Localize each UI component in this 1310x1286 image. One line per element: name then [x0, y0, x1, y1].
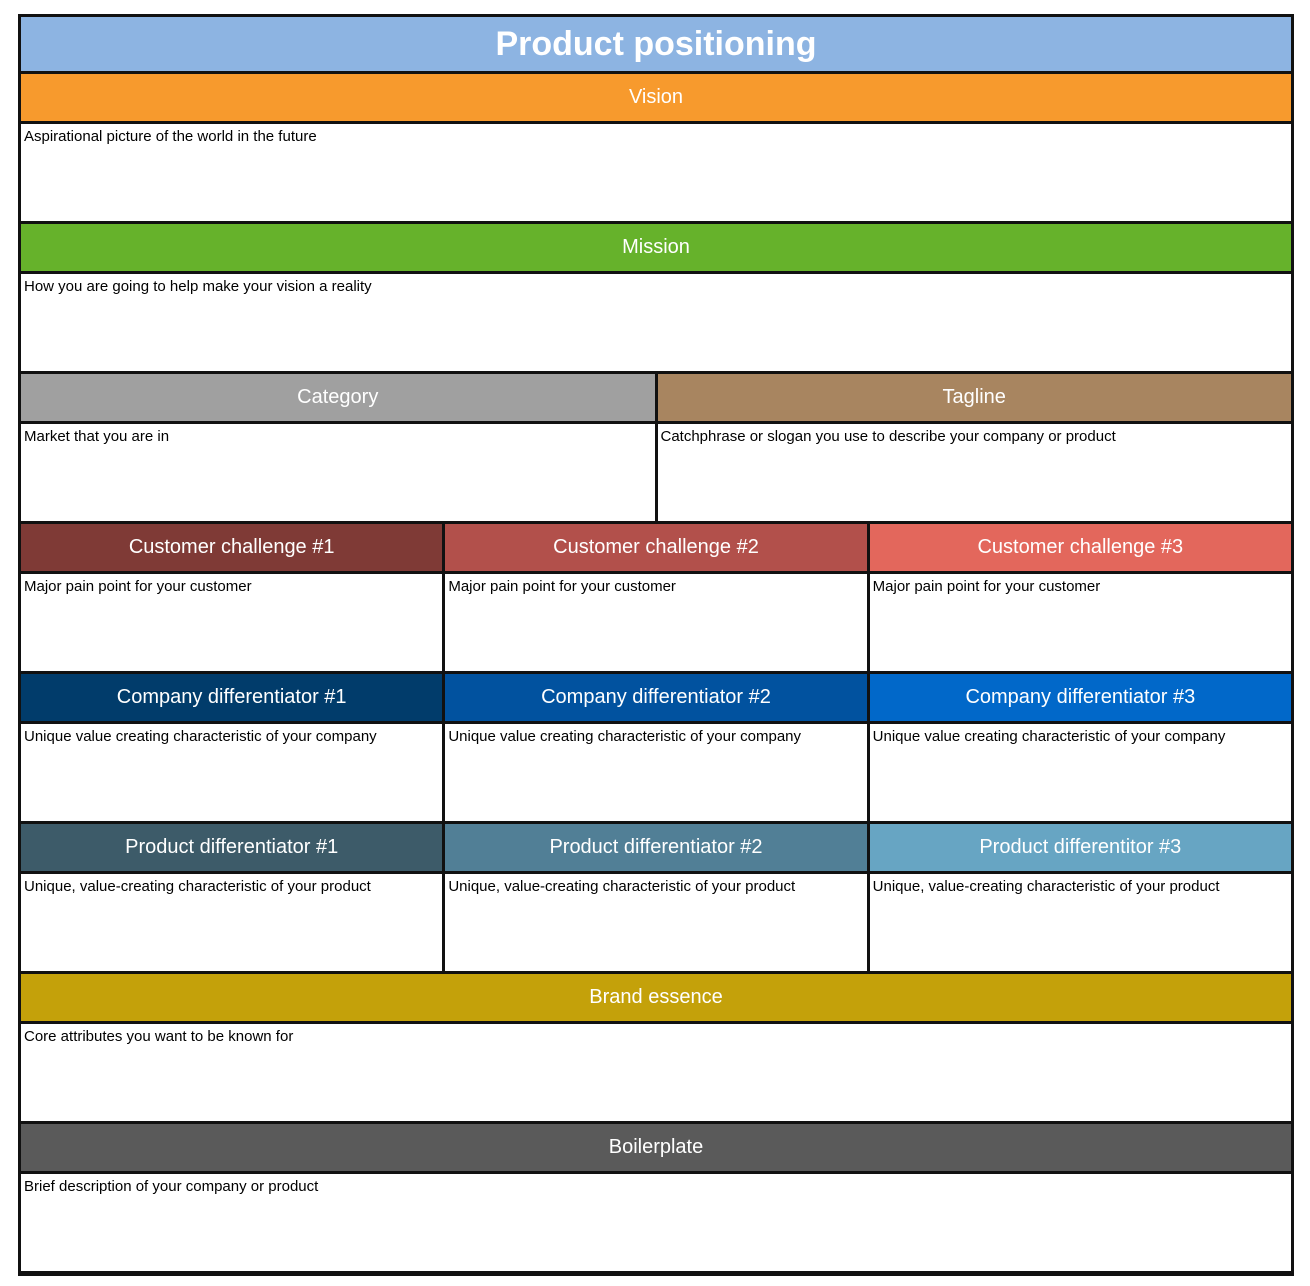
customer-challenge-1-field[interactable]: Major pain point for your customer — [21, 574, 442, 671]
brand-essence-field[interactable]: Core attributes you want to be known for — [21, 1024, 1291, 1121]
mission-field[interactable]: How you are going to help make your vision a reality — [21, 274, 1291, 371]
company-differentiator-3-field[interactable]: Unique value creating characteristic of your company — [870, 724, 1291, 821]
company-differentiator-1-field[interactable]: Unique value creating characteristic of your company — [21, 724, 442, 821]
page-title: Product positioning — [21, 17, 1291, 71]
positioning-template — [18, 14, 1294, 1276]
boilerplate-field[interactable]: Brief description of your company or product — [21, 1174, 1291, 1271]
product-differentiator-1-field[interactable]: Unique, value-creating characteristic of your product — [21, 874, 442, 971]
customer-challenge-3-header: Customer challenge #3 — [870, 524, 1291, 571]
product-differentiator-3-field[interactable]: Unique, value-creating characteristic of your product — [870, 874, 1291, 971]
vision-header: Vision — [21, 74, 1291, 121]
company-differentiator-3-header: Company differentiator #3 — [870, 674, 1291, 721]
mission-header: Mission — [21, 224, 1291, 271]
category-field[interactable]: Market that you are in — [21, 424, 655, 521]
company-differentiator-1-header: Company differentiator #1 — [21, 674, 442, 721]
customer-challenge-2-field[interactable]: Major pain point for your customer — [445, 574, 866, 671]
customer-challenge-1-header: Customer challenge #1 — [21, 524, 442, 571]
customer-challenge-2-header: Customer challenge #2 — [445, 524, 866, 571]
company-differentiator-2-field[interactable]: Unique value creating characteristic of your company — [445, 724, 866, 821]
tagline-field[interactable]: Catchphrase or slogan you use to describe your company or product — [658, 424, 1292, 521]
vision-field[interactable]: Aspirational picture of the world in the future — [21, 124, 1291, 221]
product-differentiator-3-header: Product differentitor #3 — [870, 824, 1291, 871]
product-differentiator-1-header: Product differentiator #1 — [21, 824, 442, 871]
boilerplate-header: Boilerplate — [21, 1124, 1291, 1171]
brand-essence-header: Brand essence — [21, 974, 1291, 1021]
product-differentiator-2-field[interactable]: Unique, value-creating characteristic of your product — [445, 874, 866, 971]
tagline-header: Tagline — [658, 374, 1292, 421]
company-differentiator-2-header: Company differentiator #2 — [445, 674, 866, 721]
product-differentiator-2-header: Product differentiator #2 — [445, 824, 866, 871]
customer-challenge-3-field[interactable]: Major pain point for your customer — [870, 574, 1291, 671]
category-header: Category — [21, 374, 655, 421]
